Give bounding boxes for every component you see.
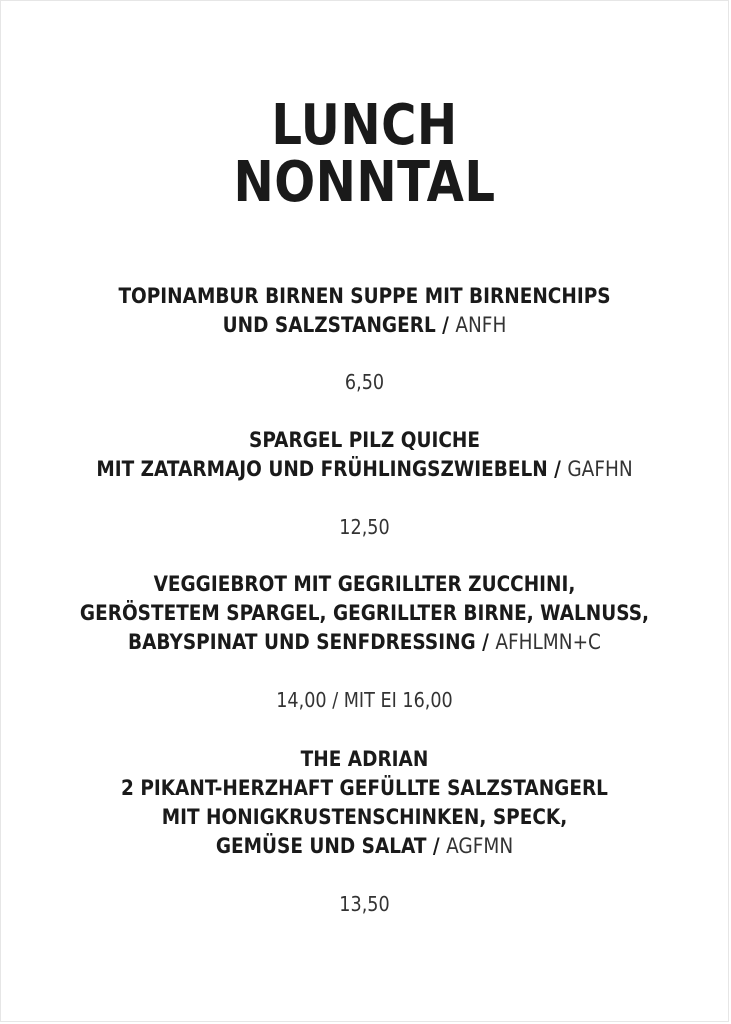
dish-3 <box>1 570 728 657</box>
dish-2-text-2: MIT ZATARMAJO UND FRÜHLINGSZWIEBELN / <box>96 457 561 481</box>
dish-3-text-3: BABYSPINAT UND SENFDRESSING / <box>128 630 489 654</box>
dish-4-price: 13,50 <box>339 892 390 916</box>
dish-2-allergens: GAFHN <box>567 457 633 481</box>
dish-4-line-3 <box>45 803 685 832</box>
dish-3-price: 14,00 / MIT EI 16,00 <box>276 688 453 712</box>
dish-1-text-2: UND SALZSTANGERL / <box>222 313 449 337</box>
dish-1-price: 6,50 <box>344 370 385 394</box>
dish-2-line-1 <box>45 426 685 455</box>
dish-4-line-2 <box>45 774 685 803</box>
menu-title-line-1: LUNCH <box>271 93 458 158</box>
dish-2-text-1: SPARGEL PILZ QUICHE <box>249 428 480 452</box>
dish-1-line-2 <box>45 311 685 340</box>
dish-3-text-1: VEGGIEBROT MIT GEGRILLTER ZUCCHINI, <box>153 572 576 596</box>
dish-4-line-1 <box>45 745 685 774</box>
dish-4-text-4: GEMÜSE UND SALAT / <box>215 834 440 858</box>
dish-3-allergens: AFHLMN+C <box>495 630 601 654</box>
dish-1 <box>1 282 728 340</box>
dish-2-line-2 <box>45 455 685 484</box>
dish-4-text-3: MIT HONIGKRUSTENSCHINKEN, SPECK, <box>161 805 568 829</box>
dish-3-text-2: GERÖSTETEM SPARGEL, GEGRILLTER BIRNE, WALNUSS, <box>79 601 650 625</box>
dish-1-line-1 <box>45 282 685 311</box>
dish-4-text-2: 2 PIKANT-HERZHAFT GEFÜLLTE SALZSTANGERL <box>121 776 608 800</box>
dish-3-line-2 <box>45 599 685 628</box>
dish-4 <box>1 745 728 861</box>
menu-title-line-2: NONNTAL <box>233 150 496 215</box>
dish-2-price: 12,50 <box>339 515 390 539</box>
dish-4-allergens: AGFMN <box>446 834 514 858</box>
dish-4-text-1: THE ADRIAN <box>300 747 429 771</box>
dish-1-text-1: TOPINAMBUR BIRNEN SUPPE MIT BIRNENCHIPS <box>118 284 611 308</box>
dish-1-allergens: ANFH <box>455 313 507 337</box>
dish-2 <box>1 426 728 484</box>
dish-3-line-1 <box>45 570 685 599</box>
dish-3-line-3 <box>45 628 685 657</box>
dish-4-line-4 <box>45 832 685 861</box>
